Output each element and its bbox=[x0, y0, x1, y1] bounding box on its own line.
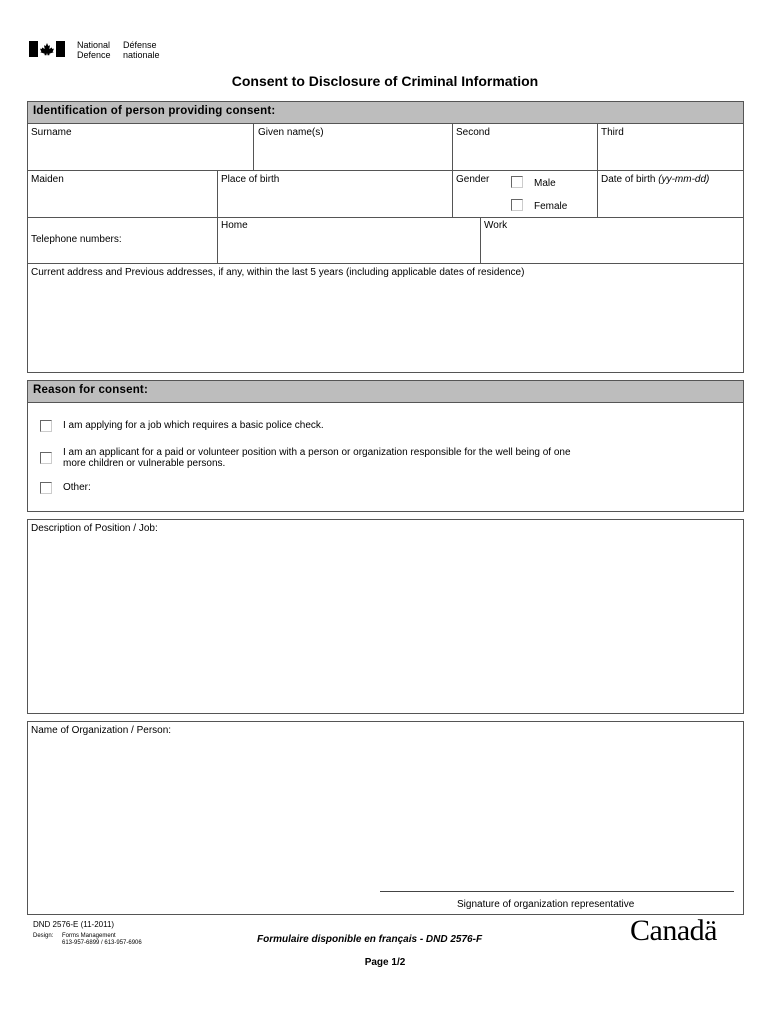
page-number: Page 1/2 bbox=[364, 957, 406, 968]
form-title: Consent to Disclosure of Criminal Information bbox=[231, 73, 539, 89]
reason-basic-check-checkbox[interactable] bbox=[40, 420, 52, 432]
male-label: Male bbox=[534, 178, 556, 189]
surname-label: Surname bbox=[31, 127, 72, 138]
maiden-label: Maiden bbox=[31, 174, 64, 185]
female-label: Female bbox=[534, 201, 568, 212]
work-phone-label: Work bbox=[484, 220, 508, 231]
reason-heading: Reason for consent: bbox=[27, 380, 744, 403]
gender-label: Gender bbox=[456, 174, 490, 185]
dept-fr-line2: nationale bbox=[123, 50, 160, 60]
surname-field[interactable] bbox=[28, 141, 252, 169]
identification-heading: Identification of person providing consent: bbox=[27, 101, 744, 124]
telephone-label: Telephone numbers: bbox=[31, 234, 122, 245]
dept-fr-line1: Défense bbox=[123, 40, 157, 50]
row-divider bbox=[27, 217, 744, 218]
organization-label: Name of Organization / Person: bbox=[31, 725, 172, 736]
work-phone-field[interactable] bbox=[481, 233, 743, 262]
reason-other-checkbox[interactable] bbox=[40, 482, 52, 494]
address-field[interactable] bbox=[28, 281, 743, 372]
design-line1: Forms Management bbox=[62, 933, 116, 939]
given-names-label: Given name(s) bbox=[258, 127, 324, 138]
col-divider bbox=[452, 170, 453, 217]
dob-text: Date of birth bbox=[601, 174, 656, 185]
reason-vulnerable-line1: I am an applicant for a paid or volunteer position with a person or organization responsible for the well being of one bbox=[63, 447, 571, 458]
signature-label: Signature of organization representative bbox=[457, 899, 635, 910]
female-checkbox[interactable] bbox=[511, 199, 523, 211]
given-names-field[interactable] bbox=[254, 141, 451, 169]
second-name-label: Second bbox=[456, 127, 490, 138]
third-name-label: Third bbox=[601, 127, 624, 138]
dob-format: (yy-mm-dd) bbox=[658, 174, 710, 185]
canada-wordmark: Canadä bbox=[630, 914, 717, 947]
organization-box[interactable] bbox=[27, 721, 744, 915]
design-label: Design: bbox=[33, 933, 54, 939]
form-number: DND 2576-E (11-2011) bbox=[33, 920, 115, 929]
row-divider bbox=[27, 170, 744, 171]
reason-vulnerable-checkbox[interactable] bbox=[40, 452, 52, 464]
second-name-field[interactable] bbox=[453, 141, 596, 169]
design-info bbox=[62, 933, 142, 947]
reason-other-label: Other: bbox=[63, 482, 91, 493]
design-line2: 613-957-6899 / 613-957-6906 bbox=[62, 940, 142, 946]
place-of-birth-label: Place of birth bbox=[221, 174, 280, 185]
place-of-birth-field[interactable] bbox=[218, 188, 451, 216]
department-name-fr bbox=[123, 40, 160, 60]
home-phone-field[interactable] bbox=[218, 233, 479, 262]
address-label: Current address and Previous addresses, if any, within the last 5 years (including applicable dates of residence) bbox=[31, 267, 525, 278]
maiden-field[interactable] bbox=[28, 188, 216, 216]
department-name-en bbox=[77, 40, 111, 60]
row-divider bbox=[27, 263, 744, 264]
male-checkbox[interactable] bbox=[511, 176, 523, 188]
reason-vulnerable-line2: more children or vulnerable persons. bbox=[63, 458, 226, 469]
signature-line[interactable] bbox=[380, 891, 734, 892]
dob-label bbox=[601, 174, 709, 185]
dept-en-line2: Defence bbox=[77, 50, 111, 60]
design-credit bbox=[33, 933, 142, 946]
reason-basic-check-label: I am applying for a job which requires a basic police check. bbox=[63, 420, 324, 431]
position-label: Description of Position / Job: bbox=[31, 523, 158, 534]
canada-flag-icon bbox=[29, 41, 65, 57]
home-phone-label: Home bbox=[221, 220, 248, 231]
dept-en-line1: National bbox=[77, 40, 111, 50]
reason-vulnerable-label bbox=[63, 447, 571, 469]
dob-field[interactable] bbox=[598, 190, 743, 216]
french-availability: Formulaire disponible en français - DND 2576-F bbox=[257, 934, 483, 945]
third-name-field[interactable] bbox=[598, 141, 743, 169]
position-box[interactable] bbox=[27, 519, 744, 714]
